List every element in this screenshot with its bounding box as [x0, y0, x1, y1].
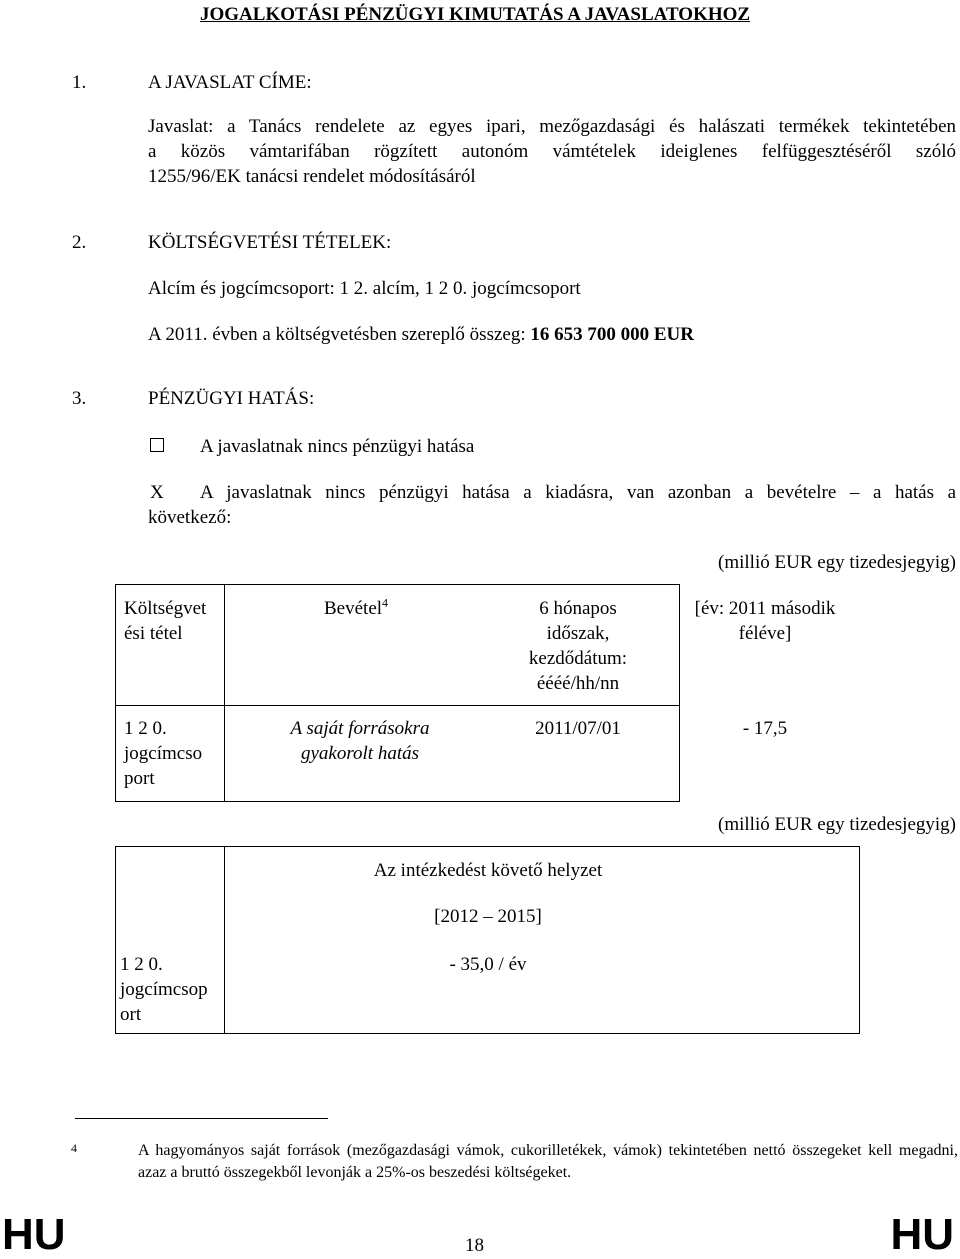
table-1-row-revenue: A saját forrásokra gyakorolt hatás — [290, 718, 430, 764]
table-1-row-value: - 17,5 — [742, 718, 788, 739]
table-2-header-period: [2012 – 2015] — [434, 906, 542, 927]
proposal-title-line-2: a közös vámtarifában rögzített autonóm vámtételek ideiglenes felfüggesztéséről szóló — [148, 141, 956, 162]
proposal-title-line-1: Javaslat: a Tanács rendelete az egyes ipari, mezőgazdasági és halászati termékek tekintetében — [148, 116, 956, 137]
table-1-row-budget-line: 1 2 0. jogcímcso port — [124, 718, 203, 789]
section-2-heading: KÖLTSÉGVETÉSI TÉTELEK: — [148, 232, 392, 253]
table-1-header-period: 6 hónapos időszak, kezdődátum: éééé/hh/nn — [528, 598, 628, 694]
table-1-unit: (millió EUR egy tizedesjegyig) — [718, 552, 956, 573]
no-impact-checkbox[interactable] — [150, 438, 164, 452]
table-1-col-divider — [224, 584, 225, 802]
language-code-left: HU — [2, 1210, 66, 1259]
table-2-row-budget-line: 1 2 0. jogcímcsop ort — [120, 954, 208, 1025]
table-1-header-year: [év: 2011 második féléve] — [694, 598, 836, 644]
table-2-header-following: Az intézkedést követő helyzet — [373, 860, 603, 881]
footnote-text: A hagyományos saját források (mezőgazdasági vámok, cukorilletékek, vámok) tekintetében nettó összegeket kell megadni, azaz a bruttó összegekből levonják a 25%-os beszedési költségeket. — [138, 1142, 958, 1181]
section-1-heading: A JAVASLAT CÍME: — [148, 72, 312, 93]
table-2-unit: (millió EUR egy tizedesjegyig) — [718, 814, 956, 835]
table-1-row-divider — [115, 705, 680, 706]
section-1-number: 1. — [72, 72, 87, 93]
revenue-impact-option-line-1: A javaslatnak nincs pénzügyi hatása a kiadásra, van azonban a bevételre – a hatás a — [200, 482, 956, 503]
budget-line-subtitle: Alcím és jogcímcsoport: 1 2. alcím, 1 2 0. jogcímcsoport — [148, 278, 581, 299]
table-1-header-budget-line: Költségvet ési tétel — [124, 598, 207, 644]
footnote-ref[interactable]: 4 — [382, 595, 389, 610]
selected-option-mark[interactable]: X — [150, 482, 164, 503]
budget-amount-line — [148, 322, 694, 347]
budget-amount-value: 16 653 700 000 EUR — [530, 324, 694, 345]
section-3-number: 3. — [72, 388, 87, 409]
section-2-number: 2. — [72, 232, 87, 253]
proposal-title-line-3: 1255/96/EK tanácsi rendelet módosításáról — [148, 166, 476, 187]
section-3-heading: PÉNZÜGYI HATÁS: — [148, 388, 315, 409]
table-1-header-revenue: Bevétel$^4$ — [324, 595, 389, 619]
table-1-row-start-date: 2011/07/01 — [535, 718, 621, 739]
page-number: 18 — [465, 1235, 484, 1256]
footnote-number: 4 — [71, 1141, 77, 1155]
revenue-impact-option-line-2: következő: — [148, 507, 232, 528]
table-2-row-value: - 35,0 / év — [449, 954, 527, 975]
no-impact-option-label: A javaslatnak nincs pénzügyi hatása — [200, 436, 475, 457]
budget-amount-label: A 2011. évben a költségvetésben szereplő összeg: — [148, 324, 531, 345]
document-title: JOGALKOTÁSI PÉNZÜGYI KIMUTATÁS A JAVASLATOKHOZ — [200, 4, 751, 25]
language-code-right: HU — [890, 1210, 954, 1259]
footnote-separator — [75, 1118, 328, 1119]
